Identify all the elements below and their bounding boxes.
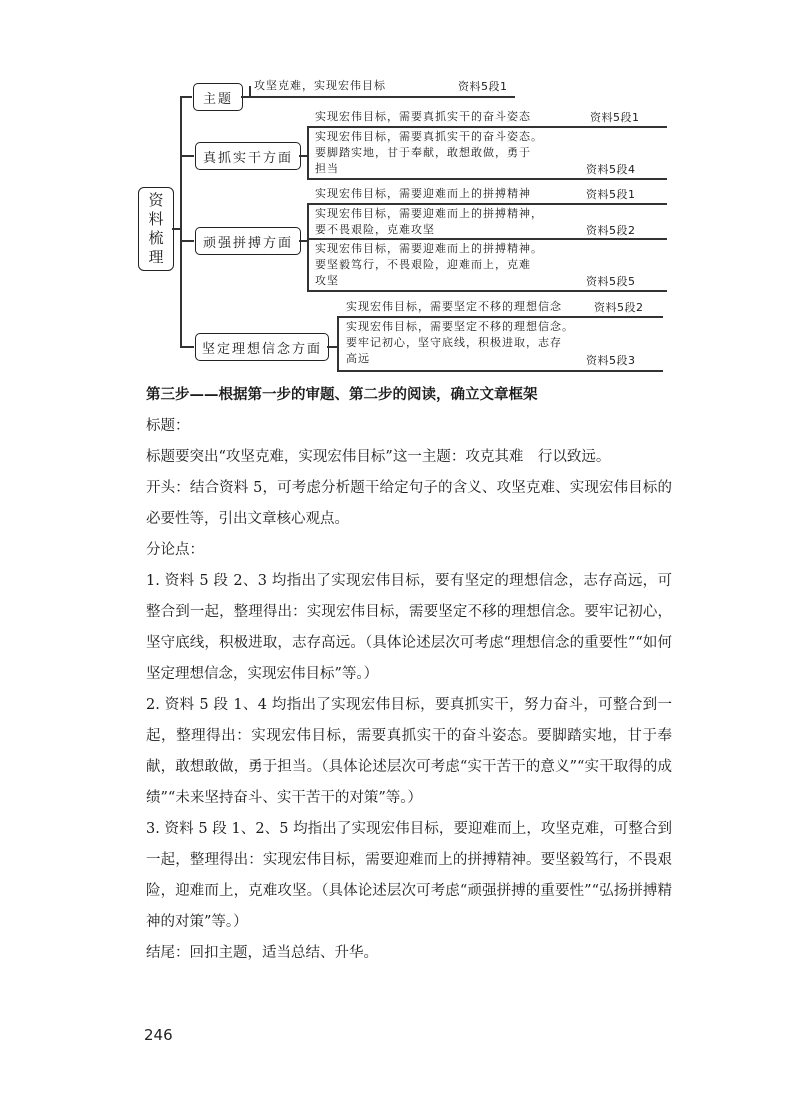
leaf-text [346,319,574,367]
leaf-underline [307,203,667,205]
connector [180,240,194,242]
connector [337,316,339,370]
mindmap-root [138,187,174,271]
leaf-text [315,186,531,202]
root-char: 理 [148,248,164,266]
points-label: 分论点： [146,542,204,558]
leaf-text [315,241,543,289]
leaf-line: 实现宏伟目标，需要迎难而上的拼搏精神 [315,187,531,200]
leaf-line: 要不畏艰险，克难攻坚 [315,223,435,236]
theme-label: 主题 [202,91,233,107]
leaf-line: 担当 [315,162,339,175]
leaf-source: 资料5段5 [586,275,636,288]
connector [172,228,180,230]
leaf-line: 实现宏伟目标，需要真抓实干的奋斗姿态 [315,110,531,123]
title-label: 标题： [146,418,190,434]
step-heading: 第三步——根据第一步的审题、第二步的阅读，确立文章框架 [146,387,538,403]
leaf-line: 高远 [346,352,370,365]
page-number: 246 [144,1026,173,1044]
connector [307,126,309,178]
leaf-source: 资料5段2 [594,301,644,314]
leaf-line: 实现宏伟目标，需要坚定不移的理想信念 [346,300,562,313]
leaf-source: 资料5段1 [586,188,636,201]
root-char: 料 [148,210,164,228]
branch-label: 顽强拼搏方面 [202,235,293,251]
connector [180,96,192,98]
leaf-text [315,109,531,125]
branch-box-struggle [195,227,301,255]
connector [180,155,194,157]
leaf-source: 资料5段3 [586,354,636,367]
ending-paragraph: 结尾：回扣主题，适当总结、升华。 [146,945,378,961]
connector [180,96,182,346]
leaf-line: 实现宏伟目标，需要坚定不移的理想信念。 [346,320,574,333]
leaf-underline [249,96,515,98]
article-body [146,380,672,969]
mind-map [0,0,800,380]
leaf-line: 实现宏伟目标，需要迎难而上的拼搏精神， [315,207,543,220]
connector [307,203,309,290]
leaf-text [346,299,562,315]
branch-box-faith [195,333,329,361]
theme-box [193,83,243,111]
title-paragraph: 标题要突出“攻坚克难，实现宏伟目标”这一主题：攻克其难 行以致远。 [146,449,611,465]
leaf-underline [337,370,663,372]
leaf-underline [307,178,667,180]
point-paragraph-3: 3. 资料 5 段 1、2、5 均指出了实现宏伟目标，要迎难而上，攻坚克难，可整合到一起，整理得出：实现宏伟目标，需要迎难而上的拼搏精神。要坚毅笃行，不畏艰险，迎难而上，克难攻坚。（具体论述层次可考虑“顽强拼搏的重要性”“弘扬拼搏精神的对策”等。） [146,821,672,930]
leaf-underline [307,238,667,240]
leaf-line: 要脚踏实地，甘于奉献，敢想敢做，勇于 [315,146,531,159]
opening-paragraph: 开头：结合资料 5，可考虑分析题干给定句子的含义、攻坚克难、实现宏伟目标的必要性等，引出文章核心观点。 [146,480,672,527]
theme-text: 攻坚克难，实现宏伟目标 [254,79,386,92]
point-paragraph-2: 2. 资料 5 段 1、4 均指出了实现宏伟目标，要真抓实干，努力奋斗，可整合到一起，整理得出：实现宏伟目标，需要真抓实干的奋斗姿态。要脚踏实地，甘于奉献，敢想敢做，勇于担当。（具体论述层次可考虑“实干苦干的意义”“实干取得的成绩”“未来坚持奋斗、实干苦干的对策”等。） [146,697,672,806]
branch-label: 坚定理想信念方面 [201,341,322,357]
connector [180,346,194,348]
connector [299,155,307,157]
leaf-source: 资料5段2 [586,224,636,237]
branch-box-effort [195,142,301,170]
leaf-line: 要牢记初心，坚守底线，积极进取，志存 [346,336,562,349]
leaf-underline [307,290,667,292]
leaf-line: 要坚毅笃行，不畏艰险，迎难而上，克难 [315,258,531,271]
leaf-line: 实现宏伟目标，需要迎难而上的拼搏精神。 [315,242,543,255]
root-char: 资 [148,191,164,209]
leaf-source: 资料5段4 [586,163,636,176]
connector [241,96,249,98]
branch-label: 真抓实干方面 [202,150,293,166]
leaf-underline [307,126,667,128]
leaf-line: 实现宏伟目标，需要真抓实干的奋斗姿态。 [315,130,543,143]
theme-source: 资料5段1 [458,80,508,93]
leaf-line: 攻坚 [315,274,339,287]
leaf-source: 资料5段1 [590,111,640,124]
root-char: 梳 [148,229,164,247]
point-paragraph-1: 1. 资料 5 段 2、3 均指出了实现宏伟目标，要有坚定的理想信念，志存高远，可整合到一起，整理得出：实现宏伟目标，需要坚定不移的理想信念。要牢记初心，坚守底线，积极进取，志存高远。（具体论述层次可考虑“理想信念的重要性”“如何坚定理想信念，实现宏伟目标”等。） [146,573,672,682]
connector [327,346,337,348]
leaf-text [315,129,543,177]
connector [299,240,307,242]
leaf-underline [337,316,663,318]
leaf-text [315,206,543,238]
